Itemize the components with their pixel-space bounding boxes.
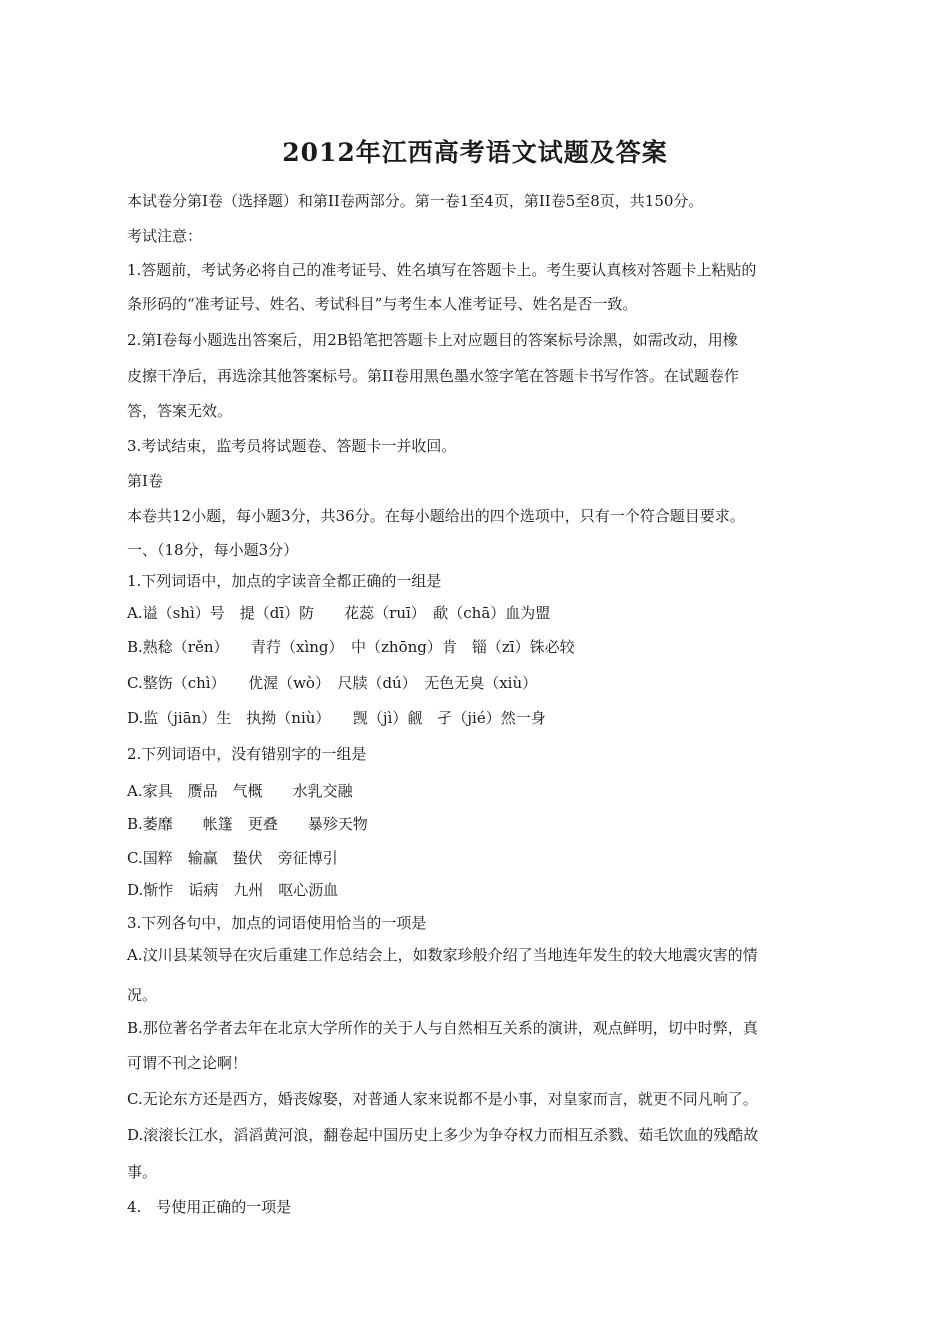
question-3-option-a-line-2: 况。 xyxy=(127,986,158,1004)
section-desc: 本卷共12小题，每小题3分，共36分。在每小题给出的四个选项中，只有一个符合题目要求。 xyxy=(127,507,745,525)
question-1-stem: 1.下列词语中，加点的字读音全都正确的一组是 xyxy=(127,572,442,590)
question-1-option-c: C.整饬（chì） 优渥（wò） 尺牍（dú） 无色无臭（xiù） xyxy=(127,674,538,692)
question-3-option-c: C.无论东方还是西方，婚丧嫁娶，对普通人家来说都不是小事，对皇家而言，就更不同凡响了。 xyxy=(127,1090,758,1108)
part-heading: 一、（18分，每小题3分） xyxy=(127,541,299,559)
notice-2-line-3: 答，答案无效。 xyxy=(127,402,233,420)
notice-2-line-1: 2.第Ⅰ卷每小题选出答案后，用2B铅笔把答题卡上对应题目的答案标号涂黑，如需改动，用橡 xyxy=(127,331,738,349)
question-2-option-c: C.国粹 输赢 蛰伏 旁征博引 xyxy=(127,849,338,867)
notice-3-line: 3.考试结束，监考员将试题卷、答题卡一并收回。 xyxy=(127,437,457,455)
question-1-option-a: A.谥（shì）号 提（dī）防 花蕊（ruī） 歃（chā）血为盟 xyxy=(127,604,551,622)
question-3-option-b-line-2: 可谓不刊之论啊！ xyxy=(127,1054,248,1072)
question-3-option-d-line-1: D.滚滚长江水，滔滔黄河浪，翻卷起中国历史上多少为争夺权力而相互杀戮、茹毛饮血的残酷故 xyxy=(127,1126,759,1144)
notice-2-line-2: 皮擦干净后，再选涂其他答案标号。第II卷用黑色墨水签字笔在答题卡书写作答。在试题卷作 xyxy=(127,367,739,385)
document-title: 2012年江西高考语文试题及答案 xyxy=(282,138,668,167)
question-3-option-b-line-1: B.那位著名学者去年在北京大学所作的关于人与自然相互关系的演讲，观点鲜明，切中时弊，真 xyxy=(127,1019,758,1037)
question-1-option-b: B.熟稔（rěn） 青荇（xìng） 中（zhōng）肯 锱（zī）铢必较 xyxy=(127,638,575,656)
question-3-option-a-line-1: A.汶川县某领导在灾后重建工作总结会上，如数家珍般介绍了当地连年发生的较大地震灾害的情 xyxy=(127,946,758,964)
question-3-stem: 3.下列各句中，加点的词语使用恰当的一项是 xyxy=(127,914,427,932)
question-2-option-b: B.萎靡 帐篷 更叠 暴殄天物 xyxy=(127,815,368,833)
intro-line: 本试卷分第Ⅰ卷（选择题）和第II卷两部分。第一卷1至4页，第II卷5至8页，共150分。 xyxy=(127,192,704,210)
question-4-stem: 4. 号使用正确的一项是 xyxy=(127,1198,292,1216)
question-2-option-d: D.惭怍 诟病 九州 呕心沥血 xyxy=(127,881,339,899)
question-1-option-d: D.监（jiān）生 执拗（niù） 觊（jì）觎 孑（jié）然一身 xyxy=(127,709,546,727)
question-3-option-d-line-2: 事。 xyxy=(127,1163,158,1181)
notice-heading: 考试注意： xyxy=(127,227,203,245)
question-2-stem: 2.下列词语中，没有错别字的一组是 xyxy=(127,745,367,763)
notice-1-line-2: 条形码的“准考证号、姓名、考试科目”与考生本人准考证号、姓名是否一致。 xyxy=(127,295,638,313)
question-2-option-a: A.家具 赝品 气概 水乳交融 xyxy=(127,782,353,800)
notice-1-line-1: 1.答题前，考试务必将自己的准考证号、姓名填写在答题卡上。考生要认真核对答题卡上粘贴的 xyxy=(127,261,757,279)
section-heading: 第Ⅰ卷 xyxy=(127,472,163,490)
